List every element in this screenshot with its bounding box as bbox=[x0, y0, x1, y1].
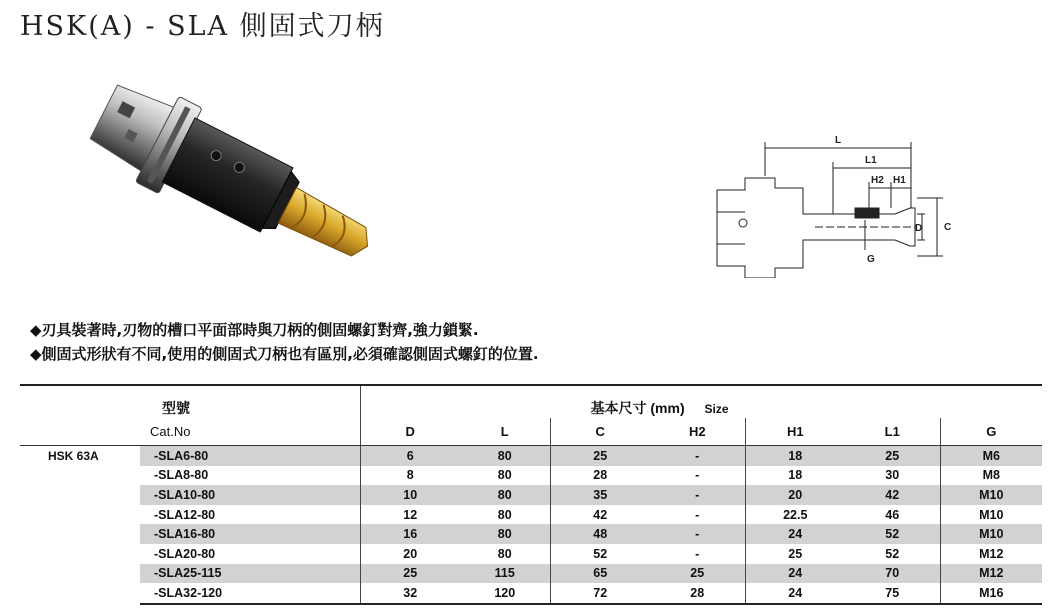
cell-c: 42 bbox=[550, 505, 650, 525]
cell-g: M10 bbox=[940, 524, 1042, 544]
cell-l1: 30 bbox=[885, 468, 900, 483]
cell-l: 80 bbox=[497, 468, 512, 483]
cell-c: 65 bbox=[550, 564, 650, 584]
cell-h2: 28 bbox=[650, 583, 745, 604]
cell-h1: 18 bbox=[745, 446, 845, 466]
cell-g: M12 bbox=[940, 544, 1042, 564]
cell-l: 120 bbox=[460, 583, 550, 604]
cell-g: M8 bbox=[940, 466, 1042, 486]
cell-d: 20 bbox=[360, 544, 460, 564]
col-header: C bbox=[550, 418, 650, 446]
table-row bbox=[20, 446, 1042, 466]
cell-h2: - bbox=[695, 468, 700, 483]
cell-l1: 52 bbox=[845, 524, 940, 544]
model-cell: -SLA10-80 bbox=[140, 485, 360, 505]
cell-l1: 25 bbox=[845, 446, 940, 466]
cell-d: 6 bbox=[360, 446, 460, 466]
col-header: H2 bbox=[650, 418, 745, 446]
cell-c: 72 bbox=[550, 583, 650, 604]
model-cell: -SLA16-80 bbox=[140, 524, 360, 544]
model-cell: -SLA25-115 bbox=[140, 564, 360, 584]
dim-label-D: D bbox=[915, 223, 923, 234]
size-header-zh: 基本尺寸 (mm) bbox=[590, 400, 685, 416]
cell-l1: 52 bbox=[885, 546, 900, 561]
model-header bbox=[140, 385, 360, 418]
cell-d: 25 bbox=[360, 564, 460, 584]
dim-label-C: C bbox=[944, 222, 952, 233]
cell-g: M12 bbox=[940, 564, 1042, 584]
model-cell: -SLA12-80 bbox=[154, 507, 216, 522]
cell-h2: 25 bbox=[650, 564, 745, 584]
table-row bbox=[20, 505, 1042, 525]
cell-g: M10 bbox=[940, 505, 1042, 525]
cell-h2: - bbox=[650, 524, 745, 544]
cell-d: 8 bbox=[360, 466, 460, 486]
table-row bbox=[20, 583, 1042, 604]
cell-c: 28 bbox=[550, 466, 650, 486]
cell-h1: 24 bbox=[745, 564, 845, 584]
cell-c: 25 bbox=[550, 446, 650, 466]
cell-d: 32 bbox=[360, 583, 460, 604]
table-row bbox=[20, 466, 1042, 486]
model-cell: -SLA32-120 bbox=[140, 583, 360, 604]
cell-l: 80 bbox=[460, 485, 550, 505]
dim-label-L: L bbox=[835, 135, 842, 146]
model-header-zh: 型號 bbox=[162, 400, 190, 416]
cell-g: M6 bbox=[940, 446, 1042, 466]
cell-h2: - bbox=[650, 446, 745, 466]
cell-d: 16 bbox=[360, 524, 460, 544]
table-row bbox=[20, 544, 1042, 564]
cell-l1: 70 bbox=[845, 564, 940, 584]
dim-label-L1: L1 bbox=[865, 155, 877, 166]
group-label: HSK 63A bbox=[48, 449, 99, 463]
cell-h1: 18 bbox=[745, 466, 845, 486]
cell-l1: 42 bbox=[845, 485, 940, 505]
cell-g: M10 bbox=[940, 485, 1042, 505]
cell-h1: 25 bbox=[745, 544, 845, 564]
size-header bbox=[360, 385, 1042, 418]
dimension-drawing bbox=[705, 128, 955, 278]
dim-label-H1: H1 bbox=[893, 175, 906, 186]
col-header: L1 bbox=[845, 418, 940, 446]
col-header: D bbox=[360, 418, 460, 446]
cell-l: 80 bbox=[497, 546, 512, 561]
table-row bbox=[20, 564, 1042, 584]
model-header-en: Cat.No bbox=[140, 418, 360, 446]
page-title: HSK(A) - SLA 側固式刀柄 bbox=[20, 11, 385, 42]
cell-h2: - bbox=[650, 485, 745, 505]
col-header: G bbox=[940, 418, 1042, 446]
dim-label-G: G bbox=[867, 254, 875, 265]
cell-h1: 24 bbox=[745, 524, 845, 544]
model-cell: -SLA6-80 bbox=[140, 446, 360, 466]
model-cell: -SLA8-80 bbox=[154, 468, 209, 483]
model-cell: -SLA20-80 bbox=[154, 546, 216, 561]
cell-h2: - bbox=[695, 507, 700, 522]
cell-h1: 24 bbox=[745, 583, 845, 604]
cell-l1: 75 bbox=[845, 583, 940, 604]
cell-d: 12 bbox=[360, 505, 460, 525]
note-line: ◆刃具裝著時,刃物的槽口平面部時與刀柄的側固螺釘對齊,強力鎖緊. bbox=[30, 321, 479, 339]
usage-notes bbox=[30, 318, 539, 366]
cell-c: 48 bbox=[550, 524, 650, 544]
cell-g: M16 bbox=[940, 583, 1042, 604]
cell-h2: - bbox=[695, 546, 700, 561]
cell-l: 80 bbox=[497, 507, 512, 522]
cell-d: 10 bbox=[360, 485, 460, 505]
cell-l: 80 bbox=[460, 446, 550, 466]
note-line: ◆側固式形狀有不同,使用的側固式刀柄也有區別,必須確認側固式螺釘的位置. bbox=[30, 345, 539, 363]
cell-c: 35 bbox=[550, 485, 650, 505]
dim-label-H2: H2 bbox=[871, 175, 884, 186]
cell-h1: 20 bbox=[745, 485, 845, 505]
tool-holder-photo bbox=[56, 78, 386, 293]
table-row bbox=[20, 524, 1042, 544]
size-header-en: Size bbox=[704, 402, 729, 416]
cell-l1: 46 bbox=[885, 507, 900, 522]
cell-h1: 22.5 bbox=[745, 505, 845, 525]
cell-l: 80 bbox=[460, 524, 550, 544]
spec-table bbox=[20, 384, 1042, 605]
table-row bbox=[20, 485, 1042, 505]
cell-l: 115 bbox=[460, 564, 550, 584]
col-header: H1 bbox=[745, 418, 845, 446]
cell-c: 52 bbox=[550, 544, 650, 564]
col-header: L bbox=[460, 418, 550, 446]
